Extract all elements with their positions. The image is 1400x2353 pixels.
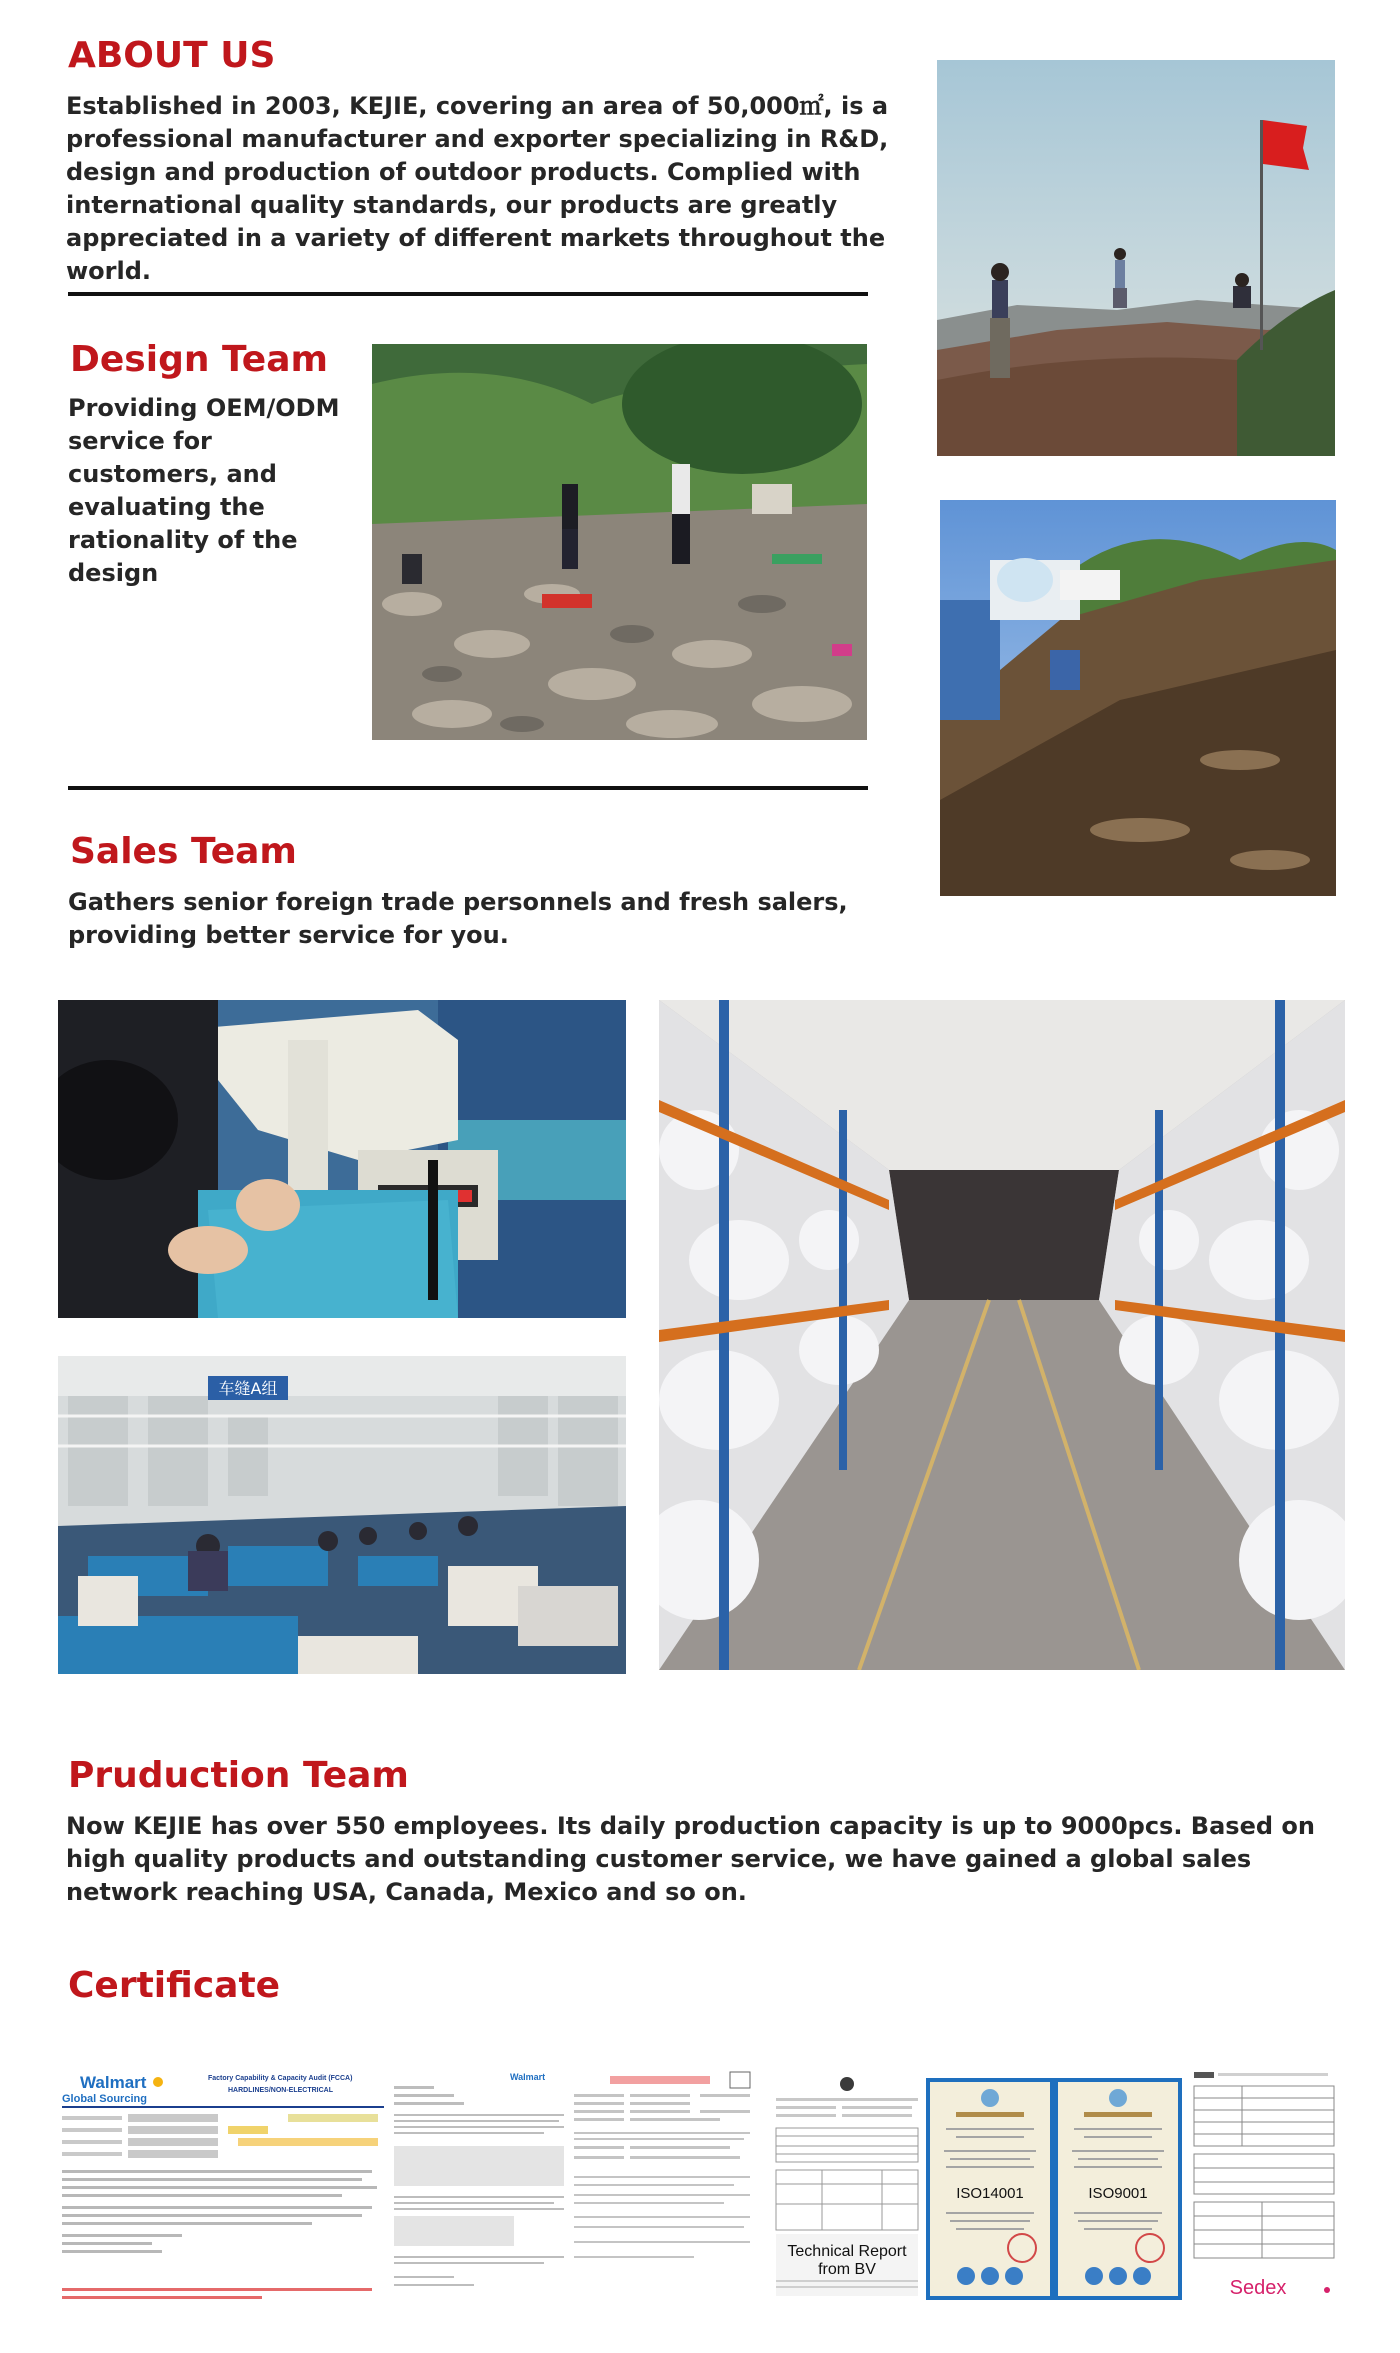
production-title: Pruduction Team xyxy=(68,1755,409,1796)
cert-walmart-report xyxy=(390,2066,568,2306)
fcca-title: Factory Capability & Capacity Audit (FCCA) xyxy=(208,2075,353,2082)
sedex-logo-text: Sedex xyxy=(1229,2277,1287,2299)
cert-bv-technical-report xyxy=(772,2074,922,2300)
about-title: ABOUT US xyxy=(68,35,276,76)
sales-text: Gathers senior foreign trade personnels and fresh salers, providing better service for you. xyxy=(68,888,848,949)
fcca-sub: HARDLINES/NON-ELECTRICAL xyxy=(228,2087,333,2094)
photo-hill-climb xyxy=(940,500,1336,896)
walmart-sub-text: Global Sourcing xyxy=(62,2093,147,2105)
cert-iso14001 xyxy=(926,2078,1054,2300)
production-text: Now KEJIE has over 550 employees. Its daily production capacity is up to 9000pcs. Based on high quality products and outstanding customer service, we have gained a global sales network reaching USA, Canada, Mexico and so on. xyxy=(66,1812,1315,1906)
sales-title: Sales Team xyxy=(70,831,297,872)
about-text: Established in 2003, KEJIE, covering an area of 50,000㎡, is a professional manufacturer and exporter specializing in R&D, design and production of outdoor products. Complied with international quality standards, our products are greatly appreciated in a variety of different markets throughout the world. xyxy=(66,92,889,285)
photo-factory-floor xyxy=(58,1356,626,1674)
walmart2-logo-text: Walmart xyxy=(510,2072,546,2082)
design-title: Design Team xyxy=(70,339,328,380)
divider xyxy=(68,786,868,790)
iso14001-label: ISO14001 xyxy=(956,2185,1024,2202)
photo-riverbed-team xyxy=(372,344,867,740)
iso9001-label: ISO9001 xyxy=(1088,2185,1148,2202)
cert-iso9001 xyxy=(1054,2078,1182,2300)
photo-mountain-flag xyxy=(937,60,1335,456)
walmart-logo-text: Walmart xyxy=(80,2073,147,2092)
photo-warehouse xyxy=(659,1000,1345,1670)
divider xyxy=(68,292,868,296)
line-sign: 车缝A组 xyxy=(218,1379,278,1398)
cert-audit-summary xyxy=(570,2066,756,2306)
cert-sedex-smeta xyxy=(1192,2068,1336,2306)
bv-caption-2: from BV xyxy=(818,2261,876,2278)
certificate-title: Certificate xyxy=(68,1965,281,2006)
design-text: Providing OEM/ODM service for customers, and evaluating the rationality of the design xyxy=(68,394,340,587)
cert-walmart-fcca xyxy=(58,2066,388,2306)
bv-caption-1: Technical Report xyxy=(787,2243,907,2260)
photo-sewing-machine xyxy=(58,1000,626,1318)
